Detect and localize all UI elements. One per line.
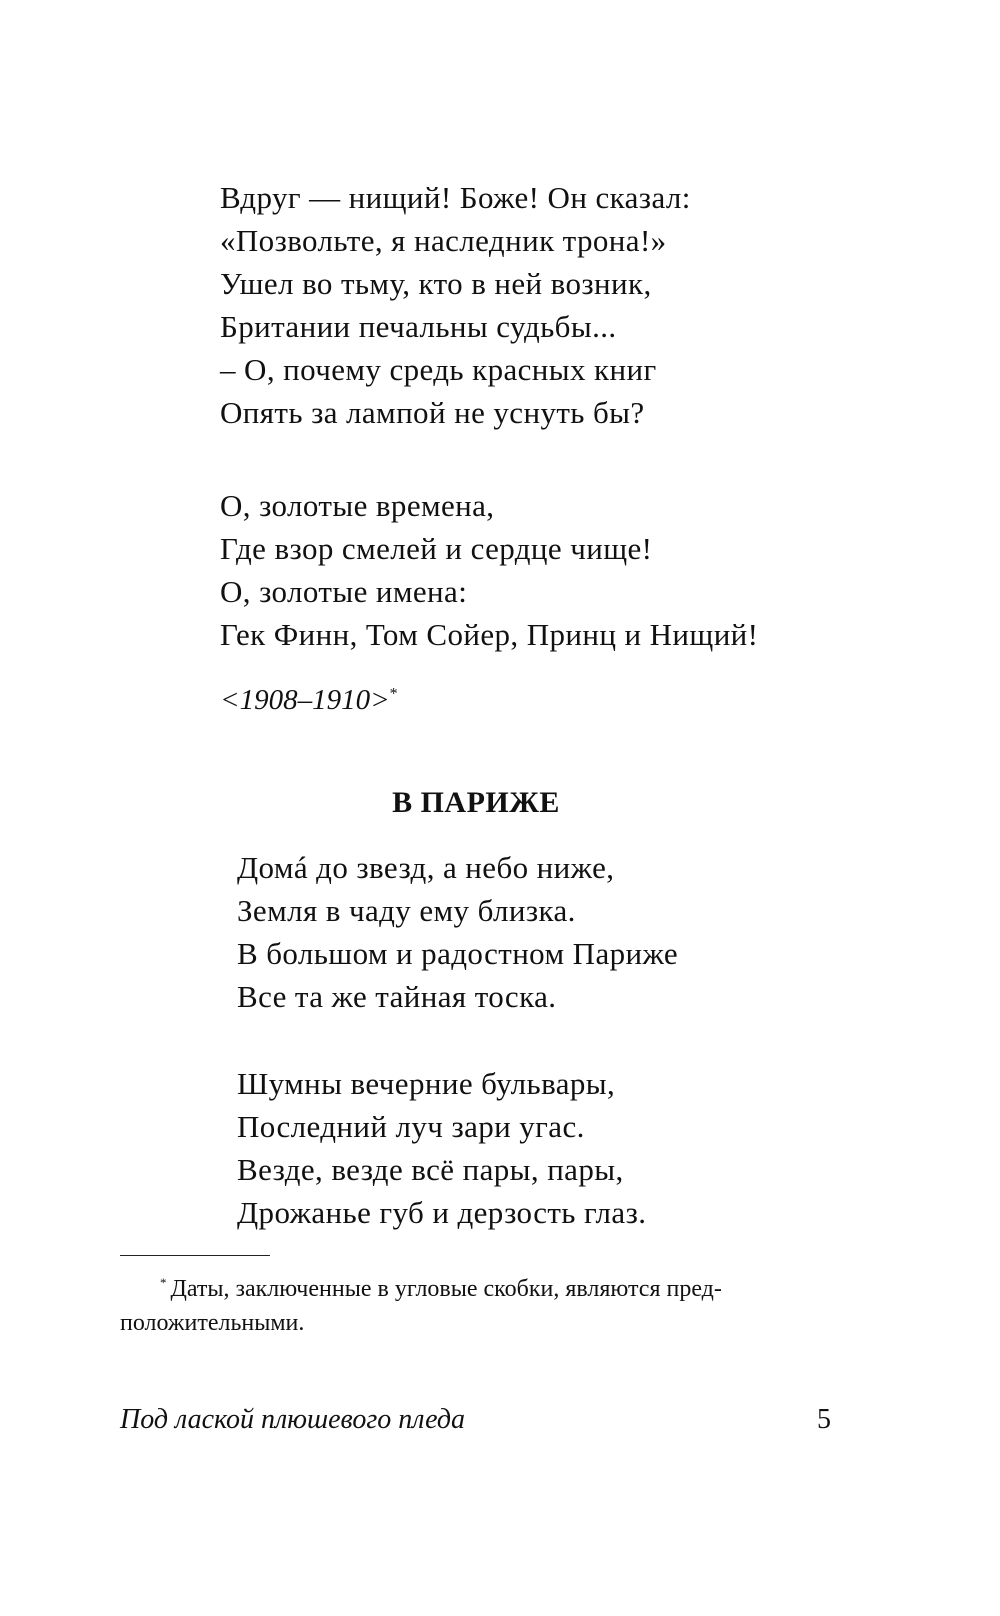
- footnote-text-1: Даты, заключенные в угловые скобки, являются пред-: [170, 1276, 722, 1302]
- footnote-mark: *: [160, 1275, 167, 1290]
- stanza-3: [237, 846, 678, 1018]
- verse-line: Ушел во тьму, кто в ней возник,: [220, 266, 652, 301]
- poem-date: [220, 684, 398, 717]
- stanza-4: [237, 1062, 646, 1234]
- footnote-reference[interactable]: *: [389, 685, 398, 703]
- verse-line: О, золотые времена,: [220, 488, 495, 523]
- verse-line: Опять за лампой не уснуть бы?: [220, 395, 645, 430]
- poem-title: В ПАРИЖЕ: [392, 786, 560, 819]
- stanza-2: [220, 484, 758, 656]
- footnote-line-2: положительными.: [120, 1310, 305, 1336]
- page-number: 5: [817, 1404, 831, 1435]
- verse-line: Вдруг — нищий! Боже! Он сказал:: [220, 180, 691, 215]
- verse-line: Все та же тайная тоска.: [237, 979, 557, 1014]
- stanza-1: [220, 176, 691, 434]
- footnote-divider: [120, 1255, 270, 1256]
- verse-line: Домá до звезд, а небо ниже,: [237, 850, 615, 885]
- verse-line: Гек Финн, Том Сойер, Принц и Нищий!: [220, 617, 759, 652]
- verse-line: Последний луч зари угас.: [237, 1109, 585, 1144]
- verse-line: – О, почему средь красных книг: [220, 352, 657, 387]
- verse-line: В большом и радостном Париже: [237, 936, 679, 971]
- footnote-line-1: [120, 1266, 840, 1306]
- verse-line: «Позвольте, я наследник трона!»: [220, 223, 667, 258]
- verse-line: Везде, везде всё пары, пары,: [237, 1152, 624, 1187]
- verse-line: Где взор смелей и сердце чище!: [220, 531, 653, 566]
- verse-line: Британии печальны судьбы...: [220, 309, 617, 344]
- poem-date-text: <1908–1910>: [220, 684, 390, 716]
- running-title: Под лаской плюшевого пледа: [120, 1404, 466, 1435]
- verse-line: О, золотые имена:: [220, 574, 468, 609]
- verse-line: Дрожанье губ и дерзость глаз.: [237, 1195, 647, 1230]
- verse-line: Шумны вечерние бульвары,: [237, 1066, 616, 1101]
- footnote: [120, 1266, 840, 1340]
- verse-line: Земля в чаду ему близка.: [237, 893, 576, 928]
